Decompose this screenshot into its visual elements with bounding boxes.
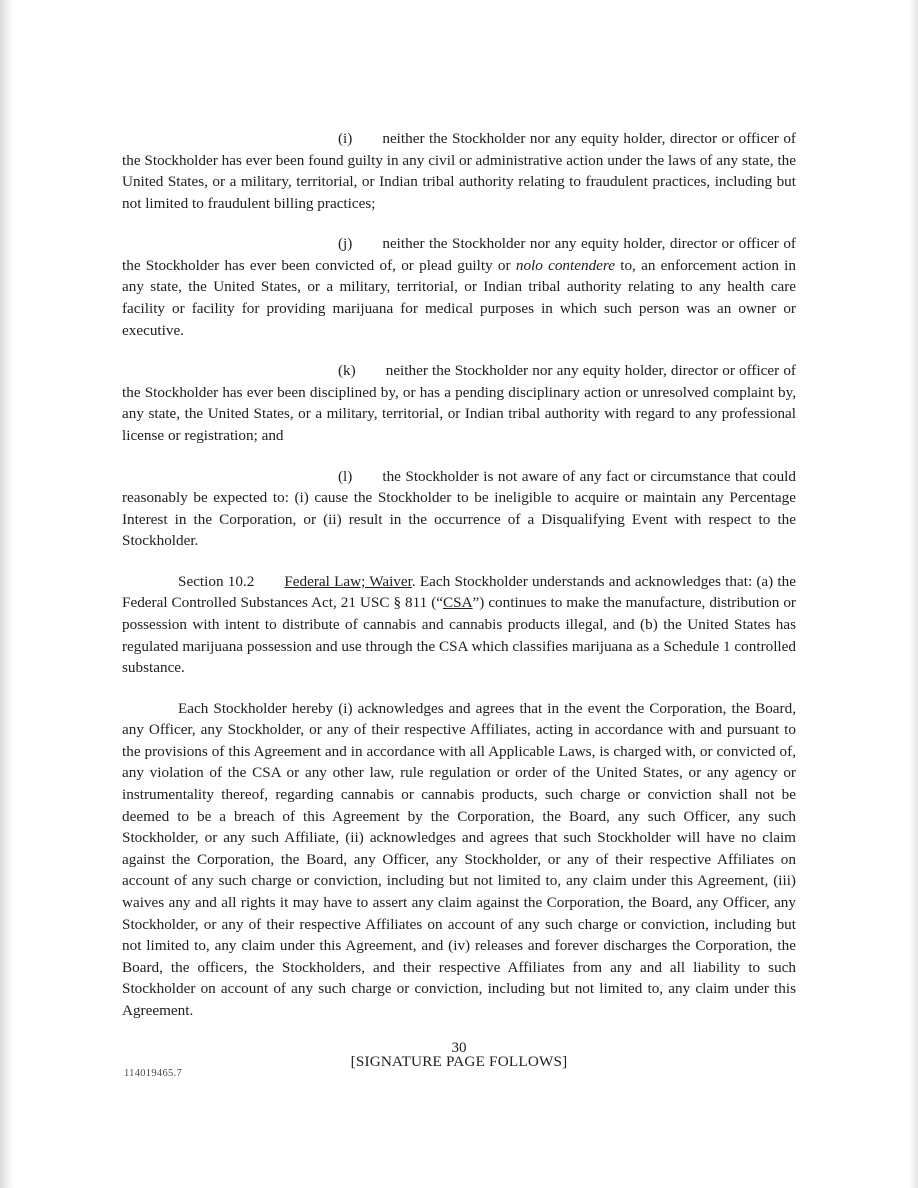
clause-label-l: (l) <box>338 467 353 485</box>
clause-text-j-after: to, an enforcement action in any state, the United States, or a military, territorial, or Indian tribal authority relating to any health care facility or facility for providing marijuana for medical purposes in which such person was an owner or executive. <box>122 256 796 339</box>
clause-paragraph-l <box>122 466 796 552</box>
defined-term-csa: CSA <box>443 594 473 612</box>
section-number: Section 10.2 <box>178 572 255 590</box>
clause-paragraph-k <box>122 360 796 446</box>
section-10-2-paragraph <box>122 571 796 679</box>
document-footer-code: 114019465.7 <box>124 1068 183 1079</box>
clause-paragraph-j <box>122 233 796 341</box>
clause-paragraph-i <box>122 128 796 214</box>
clause-text-i: neither the Stockholder nor any equity holder, director or officer of the Stockholder has ever been found guilty in any civil or administrative action under the laws of any state, the United States, or a military, territorial, or Indian tribal authority relating to fraudulent practices, including but not limited to fraudulent billing practices; <box>122 130 796 212</box>
section-text-after: ”) continues to make the manufacture, distribution or possession with intent to distribute of cannabis and cannabis products illegal, and (b) the United States has regulated marijuana possession and use through the CSA which classifies marijuana as a Schedule 1 controlled substance. <box>122 594 796 677</box>
clause-label-k: (k) <box>338 362 356 380</box>
clause-text-k: neither the Stockholder nor any equity holder, director or officer of the Stockholder has ever been disciplined by, or has a pending disciplinary action or unresolved complaint by, any state, the United States, or a military, territorial, or Indian tribal authority with regard to any professional license or registration; and <box>122 362 796 444</box>
signature-page-note: [SIGNATURE PAGE FOLLOWS] <box>350 1053 568 1071</box>
clause-text-j-italic: nolo contendere <box>515 256 615 274</box>
clause-label-j: (j) <box>338 235 353 253</box>
clause-text-l: the Stockholder is not aware of any fact or circumstance that could reasonably be expected to: (i) cause the Stockholder to be ineligible to acquire or maintain any Percentage Interest in the Corporation, or (ii) result in the occurrence of a Disqualifying Event with respect to the Stockholder. <box>122 467 796 550</box>
clause-text-j-before: neither the Stockholder nor any equity holder, director or officer of the Stockholder has ever been convicted of, or plead guilty or <box>122 235 796 274</box>
waiver-body-paragraph: Each Stockholder hereby (i) acknowledges and agrees that in the event the Corporation, the Board, any Officer, any Stockholder, or any of their respective Affiliates, acting in accordance with and pursuant to the provisions of this Agreement and in accordance with all Applicable Laws, is charged with, or convicted of, any violation of the CSA or any other law, rule regulation or order of the United States, or any agency or instrumentality thereof, regarding cannabis or cannabis products, such charge or conviction shall not be deemed to be a breach of this Agreement by the Corporation, the Board, any such Officer, any such Stockholder, or any such Affiliate, (ii) acknowledges and agrees that such Stockholder will have no claim against the Corporation, the Board, any Officer, any Stockholder, or any of their respective Affiliates on account of any such charge or conviction, including but not limited to, any claim under this Agreement, (iii) waives any and all rights it may have to assert any claim against the Corporation, the Board, any Officer, any Stockholder, or any of their respective Affiliates on account of any such charge or conviction, including but not limited to, any claim under this Agreement, and (iv) releases and forever discharges the Corporation, the Board, the officers, the Stockholders, and their respective Affiliates from any and all liability to such Stockholder on account of any such charge or conviction, including but not limited to, any claim under this Agreement. <box>122 699 796 1019</box>
section-heading: Federal Law; Waiver <box>284 572 412 590</box>
section-text-before: . Each Stockholder understands and acknowledges that: (a) the Federal Controlled Substances Act, 21 USC § 811 (“ <box>122 572 796 612</box>
clause-label-i: (i) <box>338 130 353 147</box>
document-body <box>122 128 796 1073</box>
page-number: 30 <box>451 1040 467 1056</box>
